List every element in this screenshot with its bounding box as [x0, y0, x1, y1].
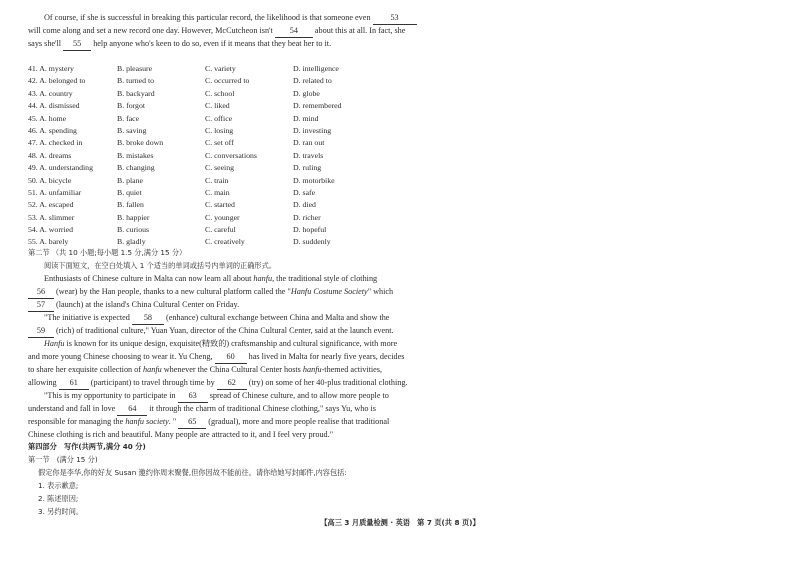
passage-line-4: "The initiative is expected 58 (enhance) cultural exchange between China and Malta and show the	[28, 311, 780, 325]
passage-line-11: understand and fall in love 64 it through the charm of traditional Chinese clothing," says Yu, who is	[28, 402, 780, 416]
blank-64: 64	[117, 402, 147, 416]
blank-61: 61	[59, 376, 89, 390]
option-row: 45. A. home B. face C. office D. mind	[28, 113, 319, 123]
passage-line-2: 56 (wear) by the Han people, thanks to a new cultural platform called the "Hanfu Costume Society" which	[28, 285, 780, 299]
intro-line-1: Of course, if she is successful in breaking this particular record, the likelihood is that someone even 53	[28, 11, 780, 25]
passage-line-7: and more young Chinese choosing to wear it. Yu Cheng, 60 has lived in Malta for nearly five years, decides	[28, 350, 780, 364]
prompt-item: 3. 另约时间。	[38, 507, 84, 516]
option-row: 43. A. country B. backyard C. school D. globe	[28, 88, 320, 98]
option-row: 51. A. unfamiliar B. quiet C. main D. safe	[28, 187, 316, 197]
passage-line-10: "This is my opportunity to participate in 63 spread of Chinese culture, and to allow more people to	[28, 389, 780, 403]
intro-line-2: will come along and set a new record one day. However, McCutcheon isn't 54 about this at all. In fact, she	[28, 24, 780, 38]
blank-57: 57	[28, 298, 54, 312]
part-4-section-1: 第一节 (满分 15 分)	[28, 455, 98, 464]
option-row: 53. A. slimmer B. happier C. younger D. richer	[28, 212, 321, 222]
blank-60: 60	[215, 350, 247, 364]
option-row: 48. A. dreams B. mistakes C. conversations D. travels	[28, 150, 324, 160]
section-2-instruction: 阅读下面短文，在空白处填入 1 个适当的单词或括号内单词的正确形式。	[44, 261, 276, 270]
option-row: 50. A. bicycle B. plane C. train D. motorbike	[28, 175, 335, 185]
intro-line-3: says she'll 55 help anyone who's keen to do so, even if it means that they beat her to it.	[28, 37, 780, 51]
blank-63: 63	[178, 389, 208, 403]
passage-line-12: responsible for managing the hanfu society. " 65 (gradual), more and more people realise that traditional	[28, 415, 780, 429]
blank-55: 55	[63, 37, 91, 51]
option-row: 47. A. checked in B. broke down C. set off D. ran out	[28, 138, 325, 148]
blank-53: 53	[373, 11, 417, 25]
option-row: 54. A. worried B. curious C. careful D. hopeful	[28, 225, 327, 235]
passage-line-6: Hanfu is known for its unique design, exquisite(精致的) craftsmanship and cultural significance, with more	[44, 339, 398, 348]
options-table	[28, 63, 768, 249]
blank-62: 62	[217, 376, 247, 390]
option-row: 55. A. barely B. gladly C. creatively D. suddenly	[28, 237, 331, 247]
passage-line-13: Chinese clothing is rich and beautiful. Many people are attracted to it, and I feel very proud."	[28, 430, 334, 439]
part-4-heading: 第四部分 写作(共两节,满分 40 分)	[28, 442, 146, 451]
option-row: 52. A. escaped B. fallen C. started D. died	[28, 200, 316, 210]
blank-65: 65	[178, 415, 206, 429]
blank-59: 59	[28, 324, 54, 338]
passage-line-8: to share her exquisite collection of hanfu whenever the China Cultural Center hosts hanfu-themed activities,	[28, 365, 383, 374]
prompt-item: 1. 表示歉意;	[38, 481, 79, 490]
page-footer: 【高三 3 月质量检测 · 英语 第 7 页(共 8 页)】	[320, 518, 480, 527]
option-row: 44. A. dismissed B. forgot C. liked D. remembered	[28, 101, 342, 111]
option-row: 41. A. mystery B. pleasure C. variety D. intelligence	[28, 64, 339, 73]
blank-54: 54	[275, 24, 313, 38]
option-row: 42. A. belonged to B. turned to C. occurred to D. related to	[28, 76, 332, 86]
option-row: 49. A. understanding B. changing C. seeing D. ruling	[28, 163, 322, 173]
passage-line-5: 59 (rich) of traditional culture," Yuan Yuan, director of the China Cultural Center, said at the launch event.	[28, 324, 780, 338]
passage-line-3: 57 (launch) at the island's China Cultural Center on Friday.	[28, 298, 780, 312]
blank-58: 58	[132, 311, 164, 325]
passage-line-9: allowing 61 (participant) to travel through time by 62 (try) on some of her 40-plus traditional clothing.	[28, 376, 780, 390]
passage-line-1: Enthusiasts of Chinese culture in Malta can now learn all about hanfu, the traditional style of clothing	[44, 274, 378, 283]
prompt-item: 2. 陈述原因;	[38, 494, 79, 503]
writing-prompt: 假定你是李华,你的好友 Susan 邀约你周末聚餐,但你因故不能前往。请你给她写封邮件,内容包括:	[38, 468, 347, 477]
section-2-heading: 第二节 （共 10 小题;每小题 1.5 分,满分 15 分）	[28, 248, 187, 257]
blank-56: 56	[28, 285, 54, 299]
option-row: 46. A. spending B. saving C. losing D. investing	[28, 125, 332, 135]
